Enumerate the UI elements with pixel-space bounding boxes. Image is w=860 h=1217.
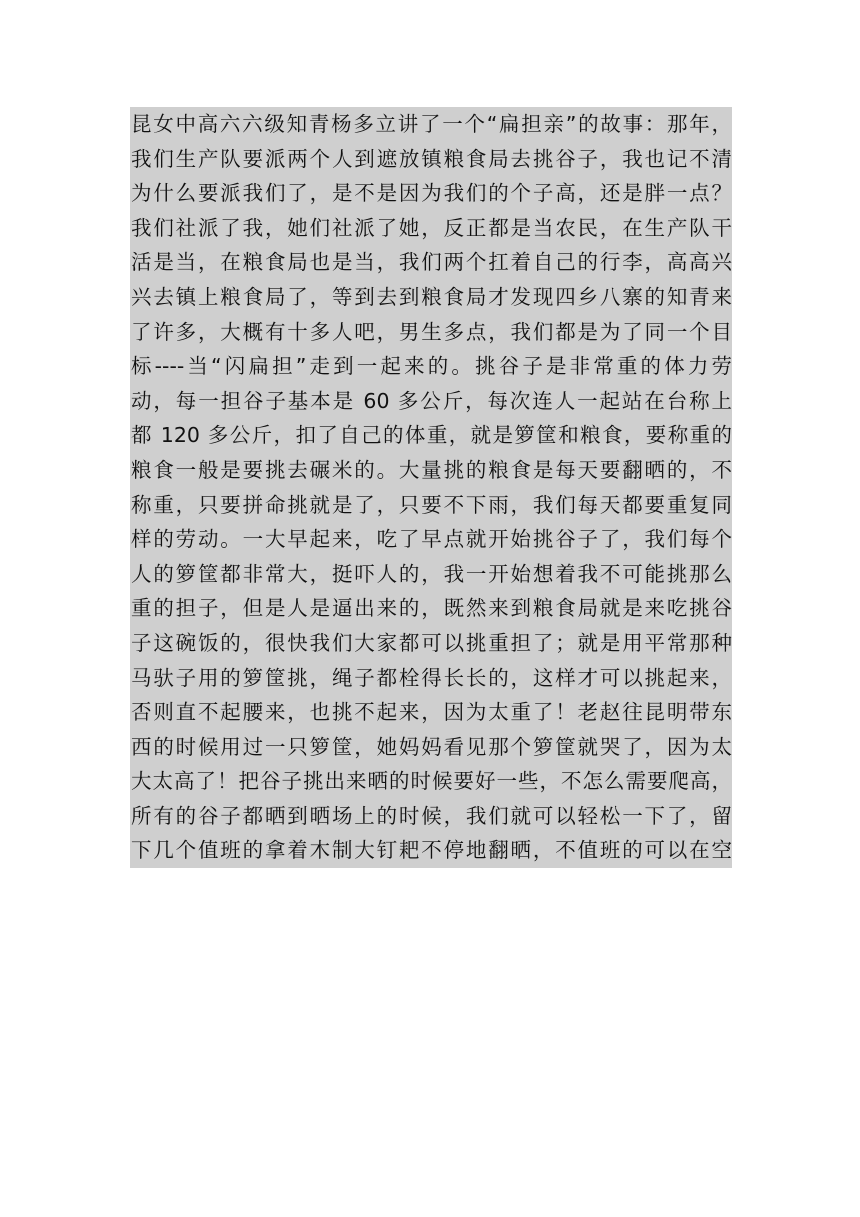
text-line: 子这碗饭的，很快我们大家都可以挑重担了；就是用平常那种 — [130, 626, 732, 661]
text-line: 大太高了！把谷子挑出来晒的时候要好一些，不怎么需要爬高， — [130, 764, 732, 799]
text-line: 重的担子，但是人是逼出来的，既然来到粮食局就是来吃挑谷 — [130, 591, 732, 626]
text-line: 人的箩筐都非常大，挺吓人的，我一开始想着我不可能挑那么 — [130, 557, 732, 592]
text-line: 否则直不起腰来，也挑不起来，因为太重了！老赵往昆明带东 — [130, 695, 732, 730]
text-line: 活是当，在粮食局也是当，我们两个扛着自己的行李，高高兴 — [130, 245, 732, 280]
text-line: 粮食一般是要挑去碾米的。大量挑的粮食是每天要翻晒的，不 — [130, 453, 732, 488]
text-line: 西的时候用过一只箩筐，她妈妈看见那个箩筐就哭了，因为太 — [130, 730, 732, 765]
text-line: 为什么要派我们了，是不是因为我们的个子高，还是胖一点？ — [130, 176, 732, 211]
text-line: 标----当“闪扁担”走到一起来的。挑谷子是非常重的体力劳 — [130, 349, 732, 384]
text-line: 了许多，大概有十多人吧，男生多点，我们都是为了同一个目 — [130, 315, 732, 350]
text-line: 下几个值班的拿着木制大钉耙不停地翻晒，不值班的可以在空 — [130, 833, 732, 868]
text-line: 样的劳动。一大早起来，吃了早点就开始挑谷子了，我们每个 — [130, 522, 732, 557]
text-line: 兴去镇上粮食局了，等到去到粮食局才发现四乡八寨的知青来 — [130, 280, 732, 315]
text-line: 昆女中高六六级知青杨多立讲了一个“扁担亲”的故事：那年， — [130, 107, 732, 142]
text-line: 称重，只要拼命挑就是了，只要不下雨，我们每天都要重复同 — [130, 488, 732, 523]
text-line: 我们社派了我，她们社派了她，反正都是当农民，在生产队干 — [130, 211, 732, 246]
body-text — [130, 107, 732, 868]
text-line: 马驮子用的箩筐挑，绳子都栓得长长的，这样才可以挑起来， — [130, 661, 732, 696]
text-line: 所有的谷子都晒到晒场上的时候，我们就可以轻松一下了，留 — [130, 799, 732, 834]
text-line: 都 120 多公斤，扣了自己的体重，就是箩筐和粮食，要称重的 — [130, 418, 732, 453]
text-line: 我们生产队要派两个人到遮放镇粮食局去挑谷子，我也记不清 — [130, 142, 732, 177]
text-line: 动，每一担谷子基本是 60 多公斤，每次连人一起站在台称上 — [130, 384, 732, 419]
